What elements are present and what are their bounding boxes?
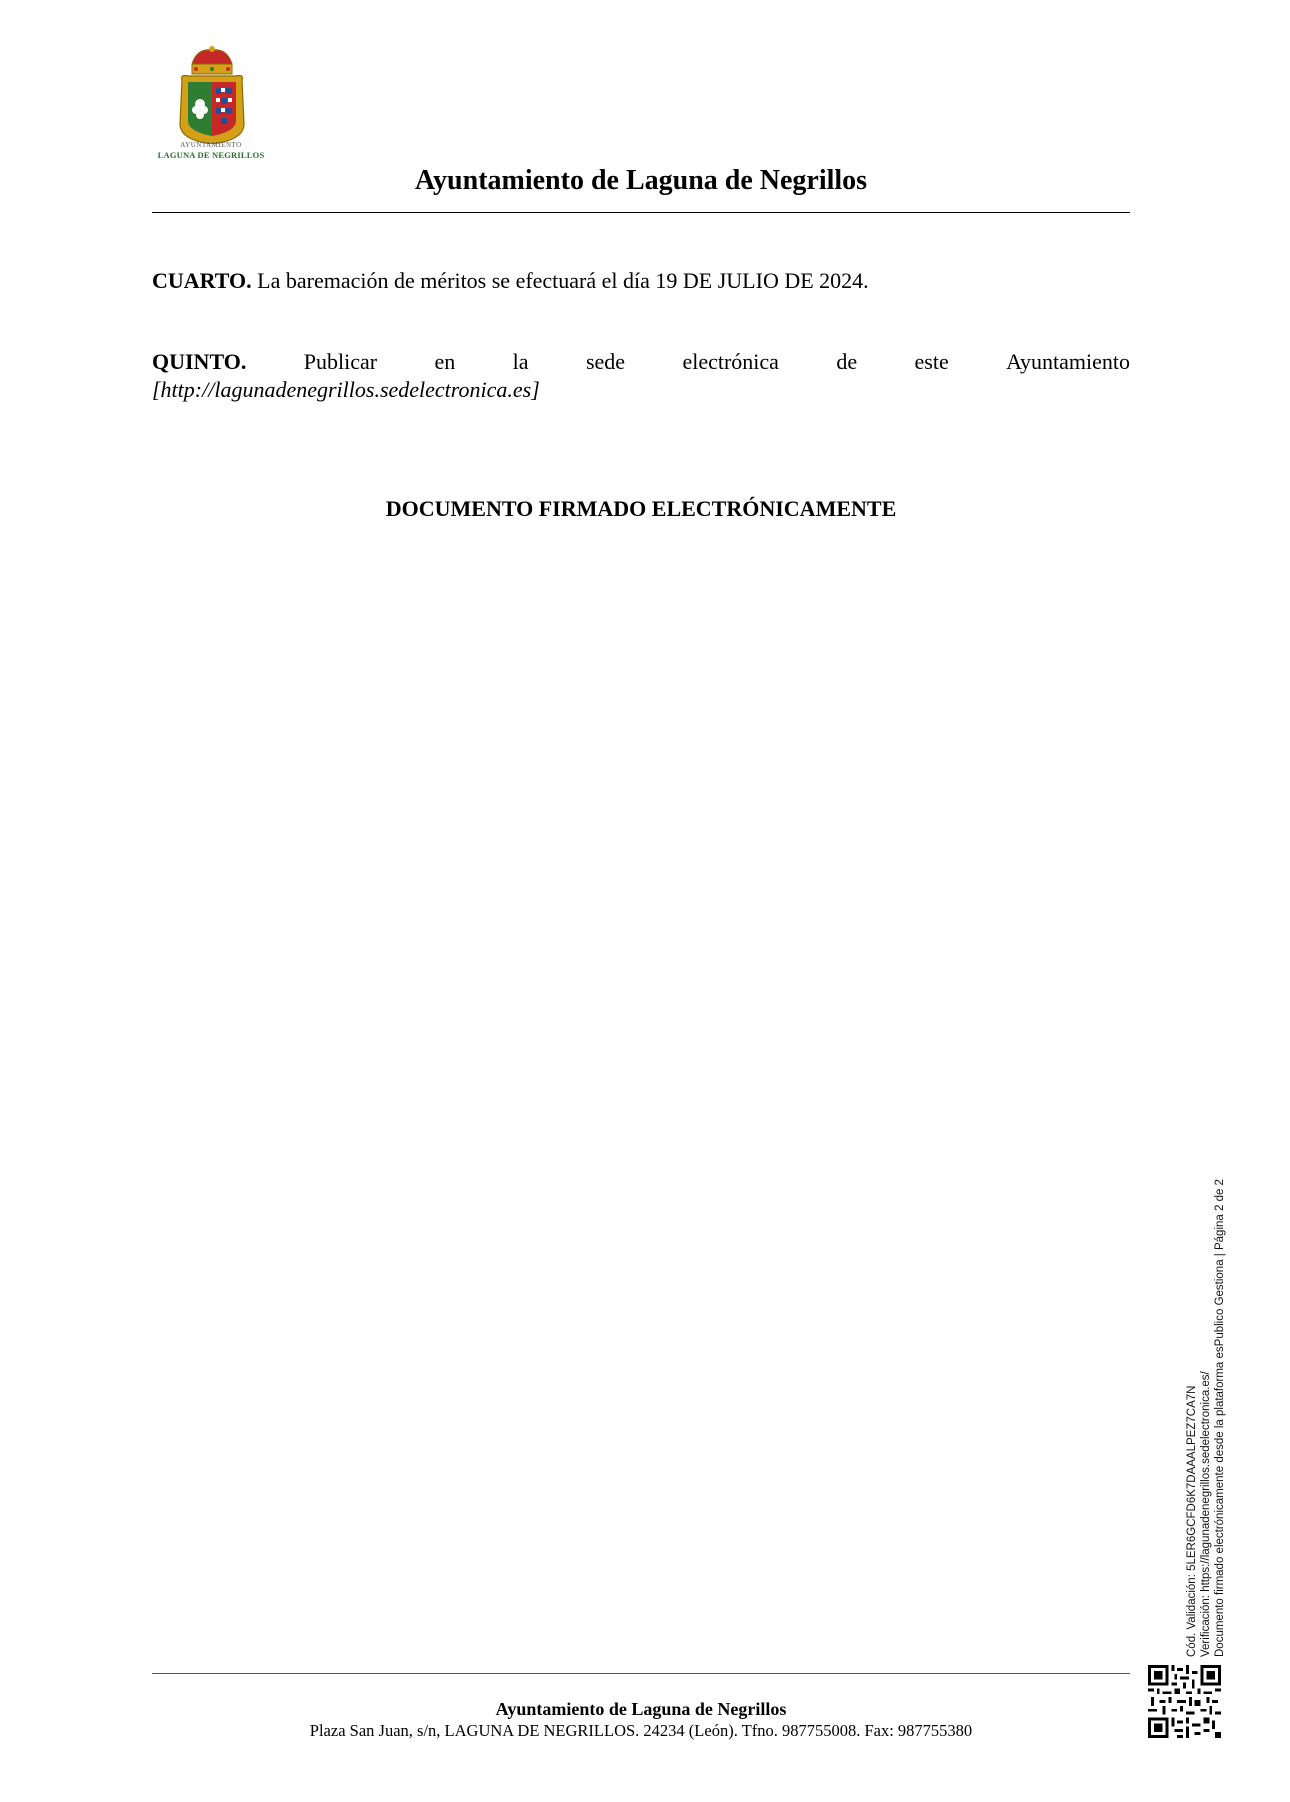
page-title: Ayuntamiento de Laguna de Negrillos [414,165,868,196]
verification-url[interactable]: Verificación: https://lagunadenegrillos.sedelectronica.es/ [1200,1371,1212,1657]
header-divider [152,212,1130,213]
quinto-word: en [434,349,456,374]
signature-platform-note: Documento firmado electrónicamente desde la plataforma esPublico Gestiona | Página 2 de 2 [1214,1179,1226,1657]
footer-address: Plaza San Juan, s/n, LAGUNA DE NEGRILLOS. 24234 (León). Tfno. 987755008. Fax: 987755380 [309,1721,973,1740]
logo-caption [152,142,270,160]
footer-title: Ayuntamiento de Laguna de Negrillos [495,1699,787,1719]
quinto-word: electrónica [682,349,779,374]
validation-code: Cód. Validación: 5LER6GCFD6K7DAAALPEZ7CA7N [1186,1385,1198,1657]
quinto-word: de [836,349,858,374]
paragraph-cuarto-label: CUARTO. [152,268,252,293]
paragraph-cuarto-text: La baremación de méritos se efectuará el día 19 DE JULIO DE 2024. [257,268,869,293]
signed-notice: DOCUMENTO FIRMADO ELECTRÓNICAMENTE [385,496,897,521]
quinto-word: la [512,349,529,374]
crown-icon [192,46,232,74]
qr-code-icon [1148,1665,1221,1738]
quinto-word: sede [585,349,626,374]
paragraph-cuarto [152,267,1130,295]
logo-caption-line1: AYUNTAMIENTO [180,141,242,149]
quinto-word: Ayuntamiento [1006,349,1130,374]
sede-electronica-link[interactable]: [http://lagunadenegrillos.sedelectronica.es] [152,377,540,402]
paragraph-quinto-line1 [152,348,1130,376]
quinto-word: este [914,349,949,374]
validation-sidebar [1185,957,1227,1657]
logo-caption-line2: LAGUNA DE NEGRILLOS [157,150,265,160]
quinto-word: Publicar [303,349,378,374]
paragraph-quinto [152,348,1130,404]
paragraph-quinto-label: QUINTO. [152,349,247,374]
footer-divider [152,1673,1130,1674]
